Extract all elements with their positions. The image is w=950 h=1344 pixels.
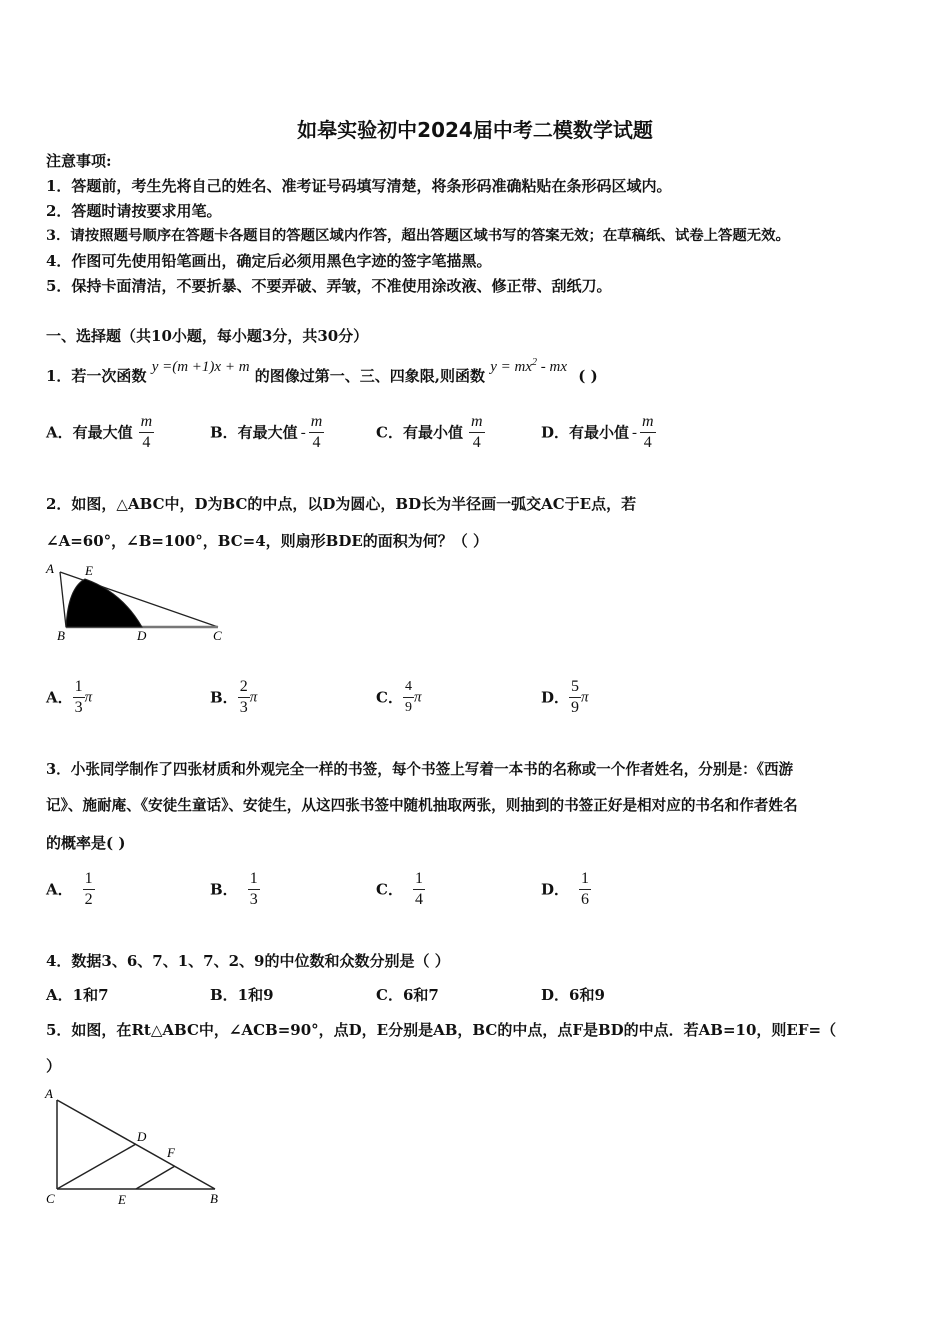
vertex-label-b: B xyxy=(210,1191,218,1206)
side-ab xyxy=(60,572,66,627)
pi-symbol: π xyxy=(581,689,589,706)
notice-item: 2．答题时请按要求用笔。 xyxy=(46,202,222,220)
option-2a[interactable] xyxy=(46,678,92,717)
segment-ef xyxy=(136,1166,175,1189)
exponent: 2 xyxy=(532,357,538,368)
pi-symbol: π xyxy=(413,689,422,706)
question-2-line: ∠A=60°，∠B=100°，BC=4，则扇形BDE的面积为何？（ ） xyxy=(46,532,489,550)
triangle-sector-figure xyxy=(40,560,230,645)
denominator: 6 xyxy=(581,891,590,908)
option-label: D． xyxy=(541,688,570,707)
option-2b[interactable] xyxy=(210,678,257,717)
question-5-line: ） xyxy=(46,1057,62,1075)
option-label: A．有最大值 xyxy=(46,423,133,442)
denominator: 4 xyxy=(414,891,423,908)
shaded-sector xyxy=(66,579,142,627)
option-1c[interactable] xyxy=(376,413,485,452)
minus-sign: - xyxy=(300,424,306,441)
option-1a[interactable] xyxy=(46,413,154,452)
numerator: 1 xyxy=(73,678,85,698)
fraction xyxy=(403,678,414,717)
quadratic-function-part: y = mx xyxy=(490,359,533,375)
denominator: 9 xyxy=(404,700,412,715)
numerator: 1 xyxy=(248,870,260,890)
section-heading: 一、选择题（共10小题，每小题3分，共30分） xyxy=(46,327,369,345)
point-label-e: E xyxy=(85,563,93,578)
option-3a[interactable] xyxy=(46,870,95,909)
vertex-label-b: B xyxy=(57,628,65,643)
point-label-d: D xyxy=(137,628,147,643)
option-3d[interactable] xyxy=(541,870,591,909)
option-1d[interactable] xyxy=(541,413,656,452)
vertex-label-a: A xyxy=(46,561,54,576)
option-4c[interactable]: C．6和7 xyxy=(376,986,439,1004)
page-title: 如皋实验初中2024届中考二模数学试题 xyxy=(297,118,653,142)
fraction xyxy=(73,678,85,717)
question-text: 的图像过第一、三、四象限,则函数 xyxy=(254,367,485,385)
option-label: A． xyxy=(46,688,73,707)
numerator: m xyxy=(139,413,155,433)
denominator: 4 xyxy=(472,434,481,451)
option-label: D． xyxy=(541,880,570,899)
notice-item: 4．作图可先使用铅笔画出，确定后必须用黑色字迹的签字笔描黑。 xyxy=(46,252,492,270)
option-label: B． xyxy=(210,880,238,899)
denominator: 4 xyxy=(312,434,321,451)
option-4a[interactable]: A．1和7 xyxy=(46,986,109,1004)
notice-item: 1．答题前，考生先将自己的姓名、准考证号码填写清楚，将条形码准确粘贴在条形码区域内。 xyxy=(46,177,672,195)
fraction xyxy=(640,413,656,452)
segment-cd xyxy=(57,1144,136,1189)
question-text: 1．若一次函数 xyxy=(46,367,147,385)
question-3-line: 3．小张同学制作了四张材质和外观完全一样的书签，每个书签上写着一本书的名称或一个作者姓名，分别是：《西游 xyxy=(46,761,794,778)
numerator: m xyxy=(469,413,485,433)
numerator: 2 xyxy=(238,678,250,698)
option-3b[interactable] xyxy=(210,870,260,909)
question-3-line: 的概率是( ) xyxy=(46,834,126,852)
denominator: 3 xyxy=(249,891,258,908)
pi-symbol: π xyxy=(249,689,258,706)
option-2d[interactable] xyxy=(541,678,589,717)
fraction xyxy=(248,870,260,909)
notice-item: 3．请按照题号顺序在答题卡各题目的答题区域内作答，超出答题区域书写的答案无效；在草稿纸、试卷上答题无效。 xyxy=(46,227,790,244)
pi-symbol: π xyxy=(84,689,93,706)
question-4-line: 4．数据3、6、7、1、7、2、9的中位数和众数分别是（ ） xyxy=(46,952,450,970)
option-label: B． xyxy=(210,688,238,707)
vertex-label-c: C xyxy=(46,1191,55,1206)
fraction xyxy=(83,870,95,909)
denominator: 3 xyxy=(239,699,248,716)
denominator: 9 xyxy=(571,699,580,716)
numerator: 1 xyxy=(83,870,95,890)
fraction xyxy=(469,413,485,452)
quadratic-function-part: - mx xyxy=(537,359,568,375)
option-label: A． xyxy=(46,880,73,899)
fraction xyxy=(139,413,155,452)
denominator: 4 xyxy=(142,434,151,451)
option-3c[interactable] xyxy=(376,870,425,909)
point-label-d: D xyxy=(137,1129,147,1144)
notice-heading: 注意事项: xyxy=(46,152,112,170)
denominator: 2 xyxy=(84,891,93,908)
numerator: 1 xyxy=(413,870,425,890)
point-label-e: E xyxy=(118,1192,126,1207)
denominator: 4 xyxy=(643,434,652,451)
linear-function: y =(m +1)x + m xyxy=(151,359,250,375)
option-label: C．有最小值 xyxy=(376,423,463,442)
answer-paren: ( ) xyxy=(578,367,598,385)
question-3-line: 记》、施耐庵、《安徒生童话》、安徒生，从这四张书签中随机抽取两张，则抽到的书签正好是相对应的书名和作者姓名 xyxy=(46,797,798,814)
minus-sign: - xyxy=(632,424,638,441)
question-2-line: 2．如图，△ABC中，D为BC的中点，以D为圆心，BD长为半径画一弧交AC于E点，若 xyxy=(46,495,637,513)
numerator: 4 xyxy=(403,678,414,698)
option-4d[interactable]: D．6和9 xyxy=(541,986,605,1004)
option-4b[interactable]: B．1和9 xyxy=(210,986,274,1004)
fraction xyxy=(579,870,591,909)
option-label: C． xyxy=(376,880,403,899)
point-label-f: F xyxy=(167,1145,175,1160)
right-triangle-figure xyxy=(40,1082,230,1210)
numerator: m xyxy=(309,413,325,433)
denominator: 3 xyxy=(74,699,83,716)
option-2c[interactable] xyxy=(376,678,421,717)
option-1b[interactable] xyxy=(210,413,324,452)
numerator: 5 xyxy=(569,678,581,698)
fraction xyxy=(413,870,425,909)
option-label: B．有最大值 xyxy=(210,423,298,442)
fraction xyxy=(569,678,581,717)
question-1-stem xyxy=(46,356,598,394)
notice-item: 5．保持卡面清洁，不要折暴、不要弄破、弄皱，不准使用涂改液、修正带、刮纸刀。 xyxy=(46,277,612,295)
quadratic-function xyxy=(490,359,567,375)
numerator: m xyxy=(640,413,656,433)
fraction xyxy=(309,413,325,452)
question-5-line: 5．如图，在Rt△ABC中，∠ACB=90°，点D，E分别是AB，BC的中点，点F是BD的中点．若AB=10，则EF=（ xyxy=(46,1021,837,1039)
vertex-label-a: A xyxy=(45,1086,53,1101)
vertex-label-c: C xyxy=(213,628,222,643)
option-label: C． xyxy=(376,688,403,707)
numerator: 1 xyxy=(579,870,591,890)
option-label: D．有最小值 xyxy=(541,423,630,442)
fraction xyxy=(238,678,250,717)
